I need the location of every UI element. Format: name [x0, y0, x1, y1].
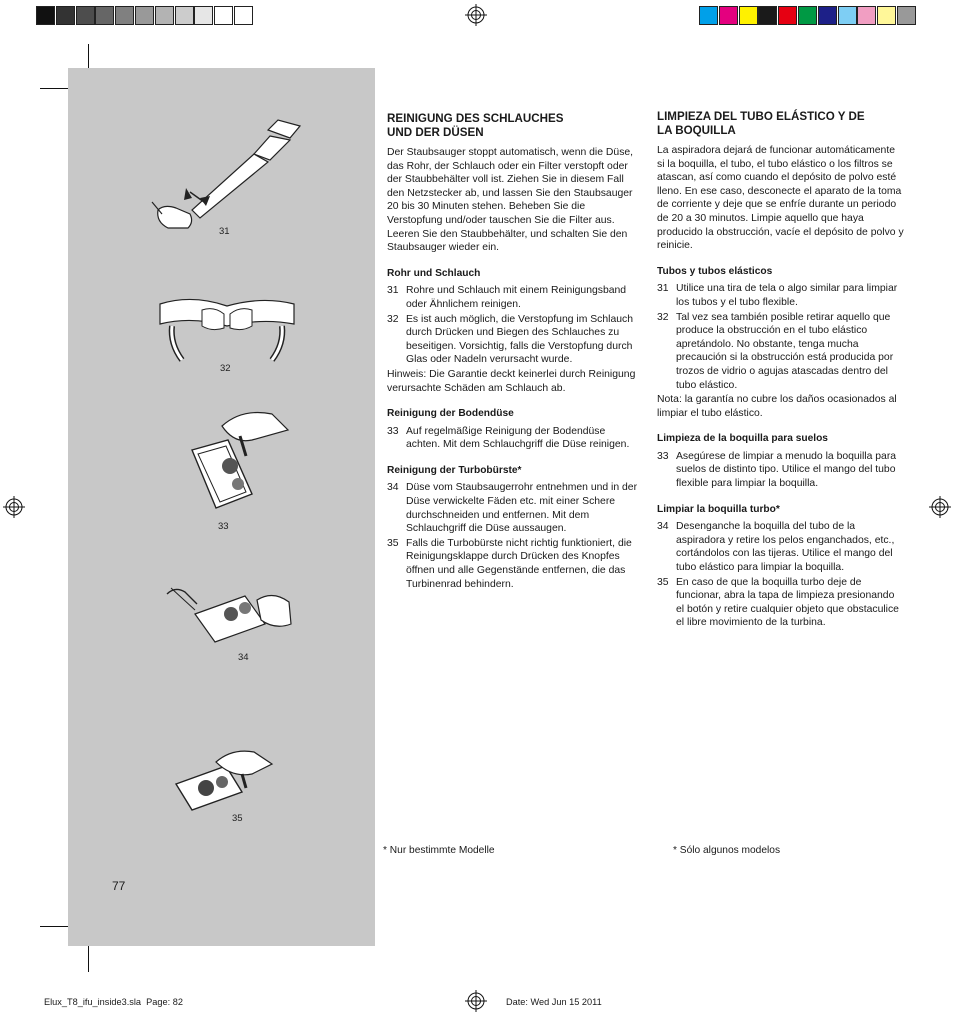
slug-file-info: Elux_T8_ifu_inside3.sla Page: 82	[44, 997, 183, 1007]
list-item: 33 Auf regelmäßige Reinigung der Bodendüse achten. Mit dem Schlauchgriff die Düse reinigen.	[387, 425, 630, 451]
spanish-column	[657, 110, 905, 631]
spanish-footnote: * Sólo algunos modelos	[673, 845, 781, 856]
color-swatch	[155, 6, 174, 25]
slug-date: Date: Wed Jun 15 2011	[506, 997, 602, 1007]
color-swatch	[36, 6, 55, 25]
color-swatch	[76, 6, 95, 25]
registration-mark-left-icon	[3, 496, 25, 518]
figure-number-34: 34	[238, 652, 249, 663]
spanish-section-title: Tubos y tubos elásticos	[657, 265, 773, 277]
hose-cleaning-illustration-icon	[152, 292, 302, 364]
color-swatch	[798, 6, 817, 25]
color-swatch	[194, 6, 213, 25]
german-section-title: Reinigung der Turbobürste*	[387, 464, 522, 476]
color-swatch	[897, 6, 916, 25]
registration-mark-top-icon	[465, 4, 487, 26]
german-intro: Der Staubsauger stoppt automatisch, wenn die Düse, das Rohr, der Schlauch oder ein Filter verstopft oder der Staubbehälter voll ist. Ziehen Sie in diesem Fall den Netzstecker ab, und lassen Sie den Staubsauger 20 bis 30 Minuten stehen. Beheben Sie die Verstopfung und/oder tauschen Sie die Filter aus. Leeren Sie den Staubbehälter, und schalten Sie den Staubsauger wieder ein.	[387, 147, 634, 254]
color-swatch	[877, 6, 896, 25]
figure-number-33: 33	[218, 521, 229, 532]
spanish-section-title: Limpieza de la boquilla para suelos	[657, 433, 828, 445]
page-number: 77	[112, 879, 126, 893]
color-swatch	[778, 6, 797, 25]
color-swatch	[95, 6, 114, 25]
turbo-brush-cutting-illustration-icon	[165, 584, 295, 644]
list-item: 32 Es ist auch möglich, die Verstopfung im Schlauch durch Drücken und Biegen des Schlauches zu beseitigen. Vorsichtig, falls die Verstopfung durch Glas oder Nadeln verursacht wurde.	[387, 313, 633, 366]
figure-number-32: 32	[220, 363, 231, 374]
floor-nozzle-illustration-icon	[182, 404, 290, 516]
spanish-intro: La aspiradora dejará de funcionar automáticamente si la boquilla, el tubo, el tubo elástico o los filtros se atascan, así como cuando el depósito de polvo esté lleno. En ese caso, desconecte el aparato de la toma de corriente y deje que se enfríe durante un periodo de 20 a 30 minutos. Limpie aquello que haya producido la obstrucción, vacíe el depósito de polvo y reinicie.	[657, 145, 904, 252]
list-item: 35 Falls die Turbobürste nicht richtig funktioniert, die Reinigungsklappe durch Drücken des Knopfes öffnen und alle Gegenstände entfernen, die das Turbinenrad behindern.	[387, 537, 632, 590]
color-swatch	[115, 6, 134, 25]
list-item: 34 Düse vom Staubsaugerrohr entnehmen und in der Düse verwickelte Fäden etc. mit einer Schere durchschneiden und entfernen. Mit dem Schlauchgriff die Düse aussaugen.	[387, 482, 638, 535]
spanish-section-title: Limpiar la boquilla turbo*	[657, 503, 780, 515]
color-swatch	[699, 6, 718, 25]
registration-mark-bottom-icon	[465, 990, 487, 1012]
list-item: 33 Asegúrese de limpiar a menudo la boquilla para suelos de distinto tipo. Utilice el mango del tubo flexible para limpiar la boquilla.	[657, 450, 897, 490]
color-swatch	[818, 6, 837, 25]
color-swatch	[857, 6, 876, 25]
turbo-brush-hatch-illustration-icon	[172, 748, 278, 814]
color-swatch	[56, 6, 75, 25]
german-section-title: Rohr und Schlauch	[387, 267, 481, 279]
list-item: 34 Desenganche la boquilla del tubo de la aspiradora y retire los pelos enganchados, etc., cortándolos con las tijeras. Utilice el mango del tubo elástico para limpiar la boquilla.	[657, 521, 895, 574]
figure-number-31: 31	[219, 226, 230, 237]
color-swatch	[175, 6, 194, 25]
spanish-title: LIMPIEZA DEL TUBO ELÁSTICO Y DE LA BOQUILLA	[657, 110, 865, 137]
color-swatch	[758, 6, 777, 25]
color-swatch	[838, 6, 857, 25]
list-item: 32 Tal vez sea también posible retirar aquello que produce la obstrucción en el tubo elástico apretándolo. No obstante, tenga mucha precaución si la obstrucción está producida por trozos de vidrio o agujas atascadas dentro del tubo elástico.	[657, 311, 894, 391]
german-column	[387, 112, 639, 592]
spanish-note: Nota: la garantía no cubre los daños ocasionados al limpiar el tubo elástico.	[657, 394, 897, 419]
list-item: 35 En caso de que la boquilla turbo deje de funcionar, abra la tapa de limpieza presionando el botón y retire cualquier objeto que obstaculice el libre movimiento de la turbina.	[657, 576, 899, 629]
color-swatch	[719, 6, 738, 25]
german-title: REINIGUNG DES SCHLAUCHES UND DER DÜSEN	[387, 112, 564, 139]
german-section-title: Reinigung der Bodendüse	[387, 408, 514, 420]
extension-tube-cleaning-illustration-icon	[150, 118, 310, 230]
color-swatch	[214, 6, 233, 25]
registration-mark-right-icon	[929, 496, 951, 518]
list-item: 31 Utilice una tira de tela o algo similar para limpiar los tubos y el tubo flexible.	[657, 283, 898, 308]
list-item: 31 Rohre und Schlauch mit einem Reinigungsband oder Ähnlichem reinigen.	[387, 285, 627, 310]
figure-number-35: 35	[232, 813, 243, 824]
color-swatch	[739, 6, 758, 25]
german-footnote: * Nur bestimmte Modelle	[383, 845, 495, 856]
color-swatch	[135, 6, 154, 25]
color-swatch	[234, 6, 253, 25]
german-note: Hinweis: Die Garantie deckt keinerlei durch Reinigung verursachte Schäden am Schlauch ab.	[387, 368, 636, 394]
